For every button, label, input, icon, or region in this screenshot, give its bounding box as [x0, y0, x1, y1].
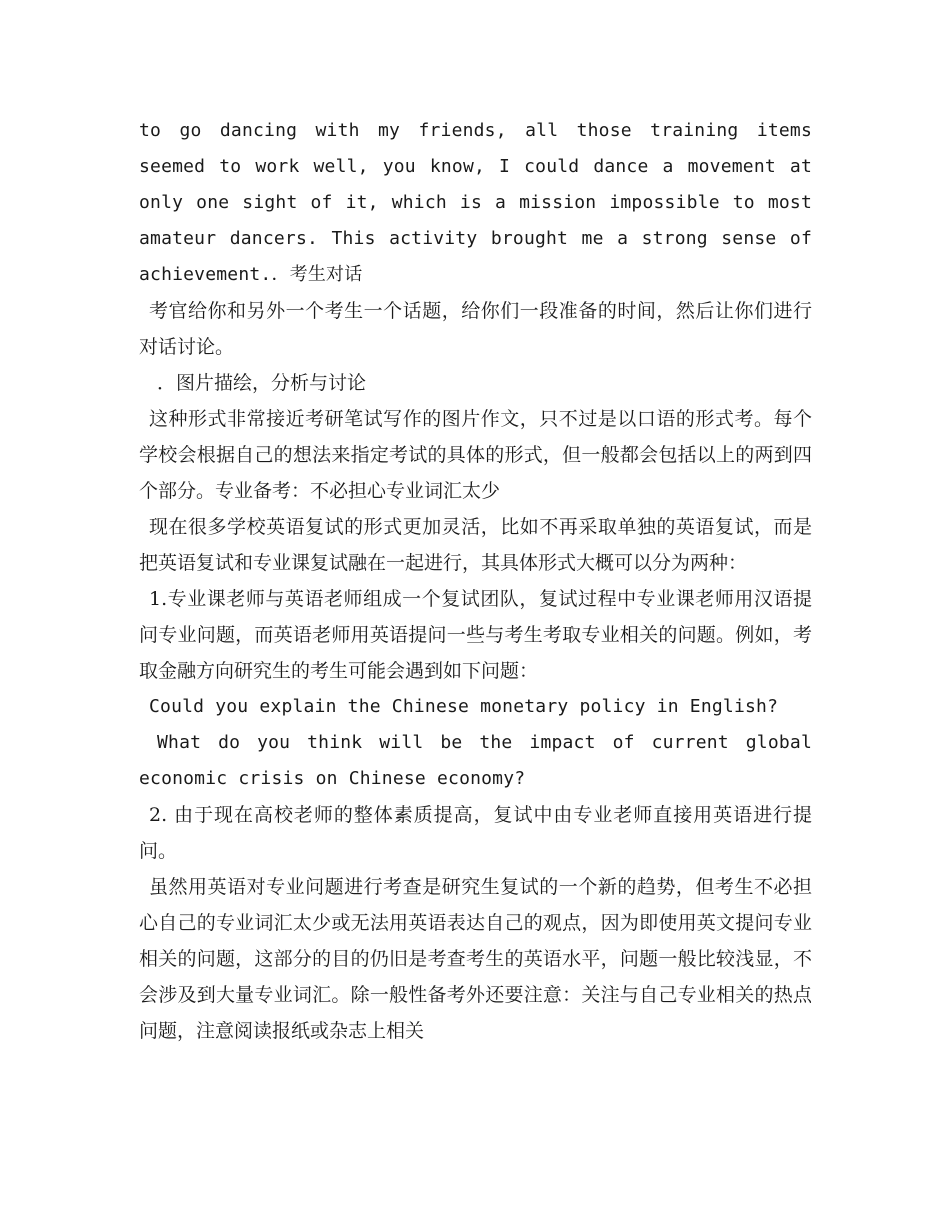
paragraph-picture-description-heading: ．图片描绘，分析与讨论	[157, 372, 367, 394]
paragraph-question-two: What do you think will be the impact of current global economic crisis on Chinese economy?	[139, 732, 812, 789]
paragraph-format-two: 2. 由于现在高校老师的整体素质提高，复试中由专业老师直接用英语进行提问。	[139, 804, 812, 862]
paragraph-question-one: Could you explain the Chinese monetary policy in English?	[149, 696, 779, 717]
paragraph-format-one: 1.专业课老师与英语老师组成一个复试团队，复试过程中专业课老师用汉语提问专业问题，而英语老师用英语提问一些与考生考取专业相关的问题。例如，考取金融方向研究生的考生可能会遇到如下问题：	[139, 588, 812, 682]
document-body	[139, 113, 812, 1049]
paragraph-candidate-dialogue: 考官给你和另外一个考生一个话题，给你们一段准备的时间，然后让你们进行对话讨论。	[139, 300, 812, 358]
paragraph-picture-description: 这种形式非常接近考研笔试写作的图片作文，只不过是以口语的形式考。每个学校会根据自己的想法来指定考试的具体的形式，但一般都会包括以上的两到四个部分。专业备考：不必担心专业词汇太少	[139, 408, 812, 502]
paragraph-dancing-experience: to go dancing with my friends, all those training items seemed to work well, you know, I could dance a movement at only one sight of it, which is a mission impossible to most amateur dancers. This activity brought me a strong sense of achievement.．考生对话	[139, 120, 812, 285]
paragraph-flexible-format: 现在很多学校英语复试的形式更加灵活，比如不再采取单独的英语复试，而是把英语复试和专业课复试融在一起进行，其具体形式大概可以分为两种：	[139, 516, 812, 574]
paragraph-preparation-advice: 虽然用英语对专业问题进行考查是研究生复试的一个新的趋势，但考生不必担心自己的专业词汇太少或无法用英语表达自己的观点，因为即使用英文提问专业相关的问题，这部分的目的仍旧是考查考生的英语水平，问题一般比较浅显，不会涉及到大量专业词汇。除一般性备考外还要注意：关注与自己专业相关的热点问题，注意阅读报纸或杂志上相关	[139, 876, 812, 1042]
